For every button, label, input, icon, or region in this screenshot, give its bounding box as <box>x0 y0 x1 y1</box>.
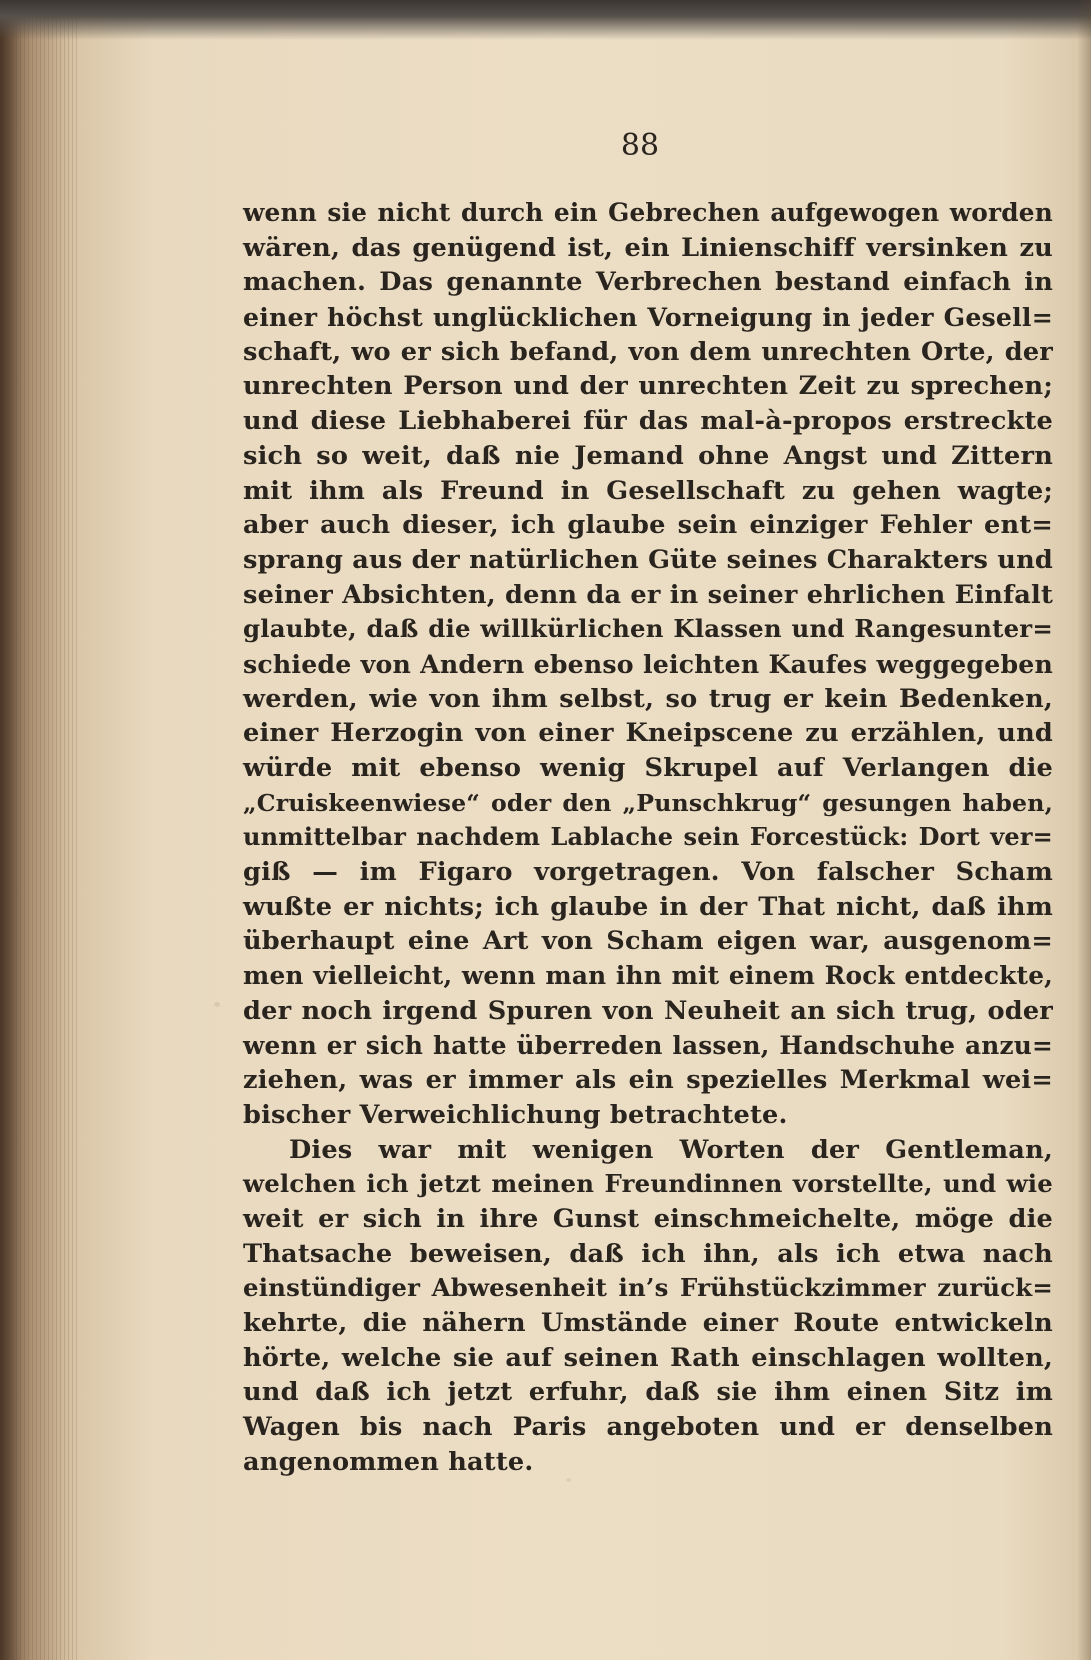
text-line: „Cruiskeenwiese“ oder den „Punschkrug“ gesungen haben, <box>243 788 1053 817</box>
text-line: einer Herzogin von einer Kneipscene zu erzählen, und <box>243 718 1053 749</box>
text-line: Thatsache beweisen, daß ich ihn, als ich etwa nach <box>243 1238 1053 1269</box>
paragraph-start-line: Dies war mit wenigen Worten der Gentleman, <box>289 1134 1053 1165</box>
paragraph-end-line: angenommen hatte. <box>243 1446 534 1477</box>
text-line: wußte er nichts; ich glaube in der That nicht, daß ihm <box>243 891 1053 922</box>
body-text <box>243 196 1053 1479</box>
text-line: giß — im Figaro vorgetragen. Von falscher Scham <box>243 857 1053 888</box>
text-line: der noch irgend Spuren von Neuheit an sich trug, oder <box>243 995 1053 1026</box>
text-line: sprang aus der natürlichen Güte seines Charakters und <box>243 544 1053 575</box>
text-line: und diese Liebhaberei für das mal-à-propos erstreckte <box>243 406 1053 437</box>
text-line: schiede von Andern ebenso leichten Kaufes weggegeben <box>243 648 1053 679</box>
text-line: sich so weit, daß nie Jemand ohne Angst und Zittern <box>243 440 1053 471</box>
text-line: glaubte, daß die willkürlichen Klassen und Rangesunter= <box>243 614 1053 644</box>
page-top-edge <box>0 0 1091 40</box>
text-line: einer höchst unglücklichen Vorneigung in jeder Gesell= <box>243 302 1053 333</box>
text-line: wenn er sich hatte überreden lassen, Handschuhe anzu= <box>243 1030 1053 1060</box>
text-line: einstündiger Abwesenheit in’s Frühstückzimmer zurück= <box>243 1273 1053 1303</box>
text-line: mit ihm als Freund in Gesellschaft zu gehen wagte; <box>243 475 1053 506</box>
text-line: machen. Das genannte Verbrechen bestand einfach in <box>243 267 1053 298</box>
text-line: hörte, welche sie auf seinen Rath einschlagen wollten, <box>243 1342 1053 1373</box>
text-line: wenn sie nicht durch ein Gebrechen aufgewogen worden <box>243 198 1053 227</box>
page-number: 88 <box>620 128 660 163</box>
text-line: würde mit ebenso wenig Skrupel auf Verlangen die <box>243 753 1053 783</box>
text-line: schaft, wo er sich befand, von dem unrechten Orte, der <box>243 336 1053 367</box>
text-line: unmittelbar nachdem Lablache sein Forcestück: Dort ver= <box>243 822 1053 852</box>
paragraph-end-line: bischer Verweichlichung betrachtete. <box>243 1099 788 1130</box>
text-line: weit er sich in ihre Gunst einschmeichelte, möge die <box>243 1203 1053 1234</box>
text-line: welchen ich jetzt meinen Freundinnen vorstellte, und wie <box>243 1169 1053 1199</box>
text-line: ziehen, was er immer als ein spezielles Merkmal wei= <box>243 1065 1053 1096</box>
page-right-edge <box>1077 0 1091 1660</box>
text-line: aber auch dieser, ich glaube sein einziger Fehler ent= <box>243 510 1053 541</box>
text-line: seiner Absichten, denn da er in seiner ehrlichen Einfalt <box>243 579 1053 610</box>
text-line: werden, wie von ihm selbst, so trug er kein Bedenken, <box>243 683 1053 714</box>
text-line: unrechten Person und der unrechten Zeit zu sprechen; <box>243 371 1053 402</box>
text-line: men vielleicht, wenn man ihn mit einem Rock entdeckte, <box>243 961 1053 991</box>
text-line: wären, das genügend ist, ein Linienschiff versinken zu <box>243 232 1053 263</box>
text-line: und daß ich jetzt erfuhr, daß sie ihm einen Sitz im <box>243 1377 1053 1408</box>
book-spine-shadow <box>0 0 78 1660</box>
text-line: Wagen bis nach Paris angeboten und er denselben <box>243 1412 1053 1443</box>
paper-fleck <box>214 1002 220 1007</box>
text-line: kehrte, die nähern Umstände einer Route entwickeln <box>243 1308 1053 1338</box>
text-line: überhaupt eine Art von Scham eigen war, ausgenom= <box>243 926 1053 957</box>
